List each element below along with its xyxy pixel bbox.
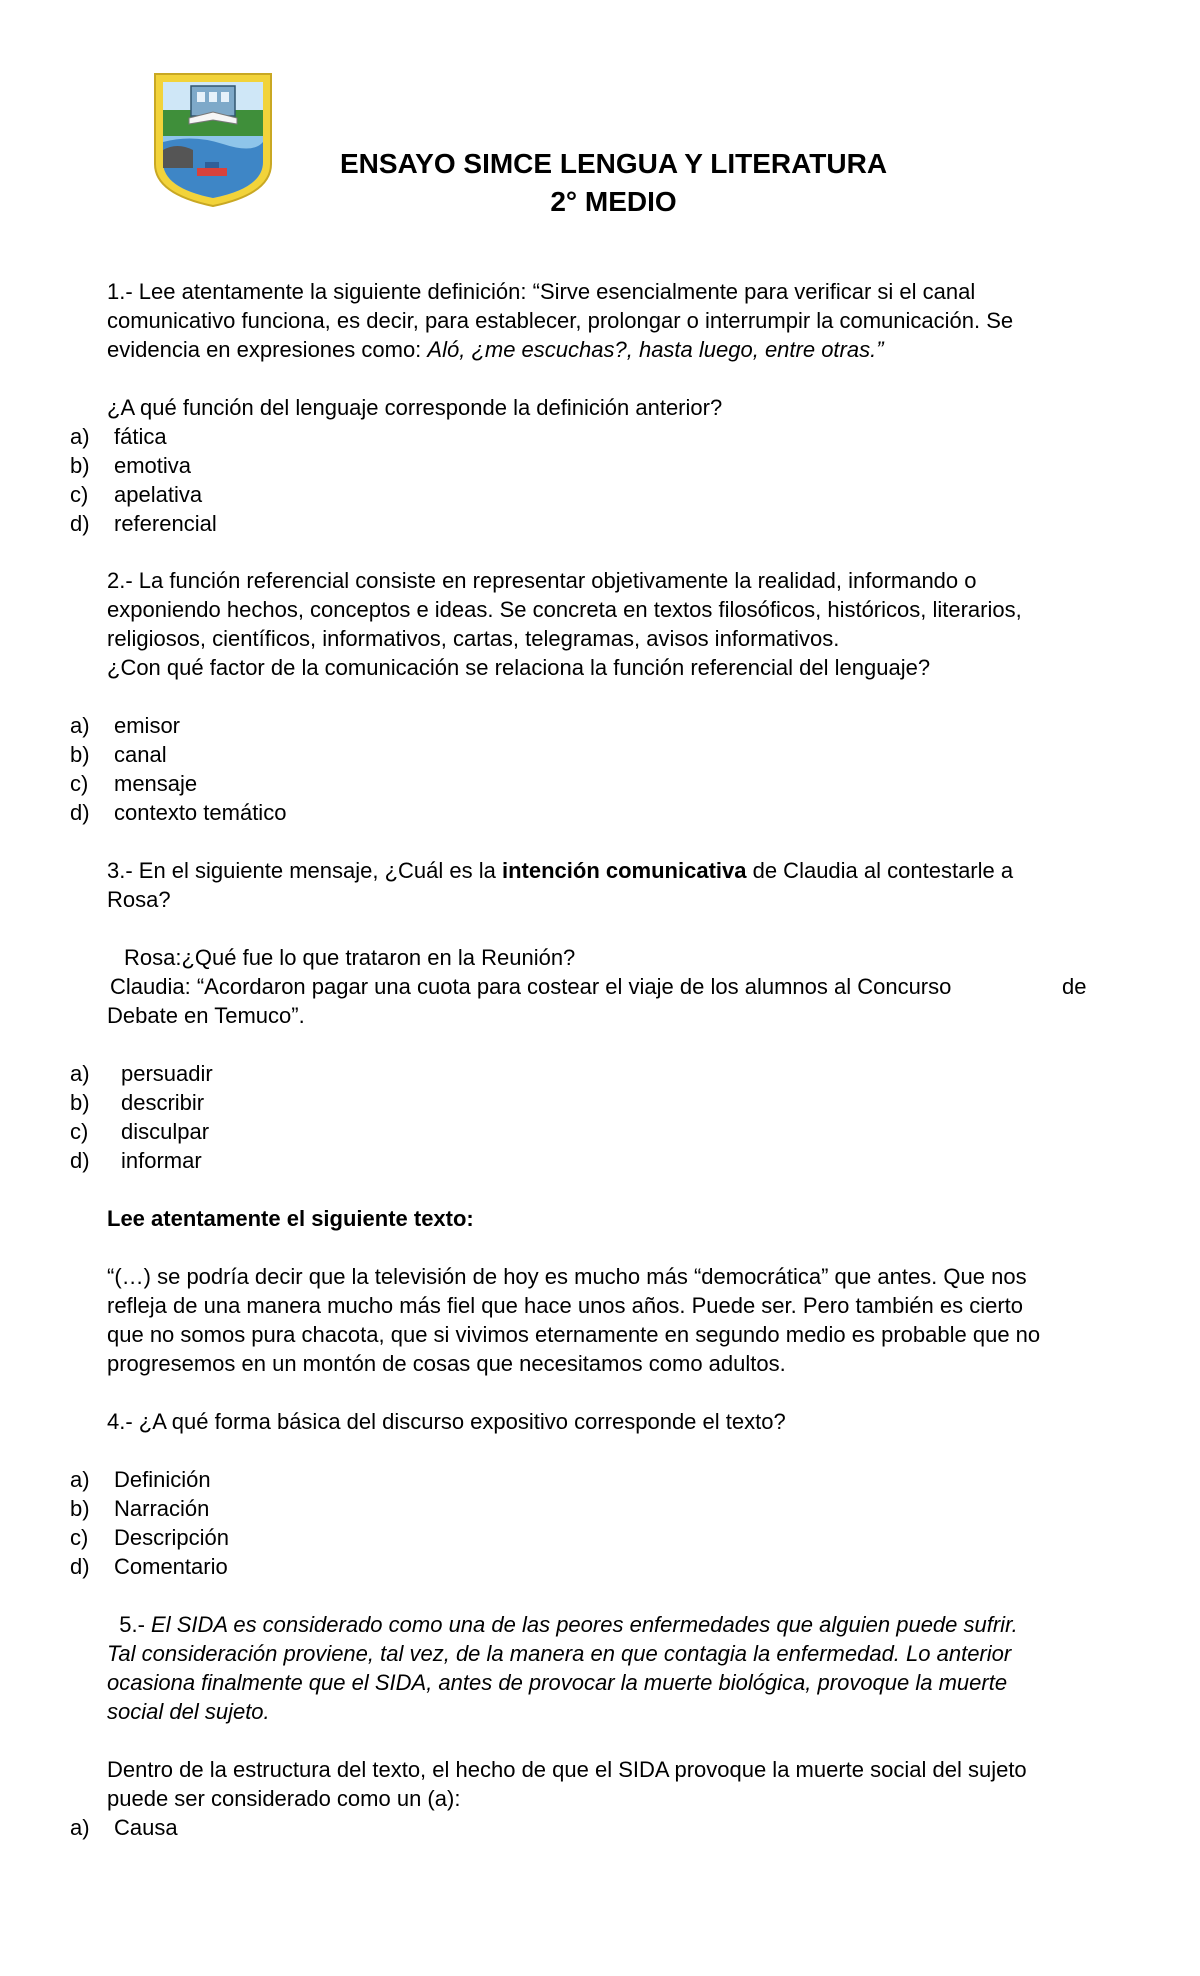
option-letter: c)	[70, 1119, 89, 1144]
q3-option	[70, 1117, 670, 1146]
q4-option	[70, 1465, 670, 1494]
option-text: informar	[121, 1148, 202, 1173]
q3-line	[107, 856, 1112, 885]
option-letter: c)	[70, 482, 89, 507]
q1-line3-text: evidencia en expresiones como:	[107, 337, 428, 362]
option-text: Definición	[114, 1467, 211, 1492]
exam-grade: 2° MEDIO	[550, 186, 677, 217]
q3-option	[70, 1146, 670, 1175]
q5-option	[70, 1813, 670, 1842]
q4-option	[70, 1494, 670, 1523]
q2-question: ¿Con qué factor de la comunicación se relaciona la función referencial del lenguaje?	[107, 655, 931, 680]
q2-option	[70, 798, 670, 827]
option-text: persuadir	[121, 1061, 213, 1086]
q3-line1-bold: intención comunicativa	[501, 858, 747, 883]
q4-option	[70, 1523, 670, 1552]
option-letter: a)	[70, 1815, 90, 1840]
option-text: disculpar	[121, 1119, 210, 1144]
option-letter: b)	[70, 453, 90, 478]
dialog-claudia: Debate en Temuco”.	[107, 1003, 305, 1028]
option-letter: b)	[70, 1496, 90, 1521]
q3-line1-text: 3.- En el siguiente mensaje, ¿Cuál es la	[107, 858, 502, 883]
q2-line: exponiendo hechos, conceptos e ideas. Se concreta en textos filosóficos, históricos, literarios,	[107, 597, 1022, 622]
q1-line	[107, 335, 1112, 364]
q1-question: ¿A qué función del lenguaje corresponde la definición anterior?	[107, 395, 723, 420]
reading-line: refleja de una manera mucho más fiel que hace unos años. Puede ser. Pero también es cierto	[107, 1293, 1023, 1318]
q2-option	[70, 711, 670, 740]
q1-line: comunicativo funciona, es decir, para establecer, prolongar o interrumpir la comunicación. Se	[107, 308, 1014, 333]
option-letter: a)	[70, 1467, 90, 1492]
option-letter: d)	[70, 511, 90, 536]
q5-line: social del sujeto.	[107, 1699, 270, 1724]
q2-option	[70, 769, 670, 798]
q1-option	[70, 451, 670, 480]
option-letter: d)	[70, 1148, 90, 1173]
q1-option	[70, 480, 670, 509]
option-letter: b)	[70, 1090, 90, 1115]
q5-prompt: puede ser considerado como un (a):	[107, 1786, 461, 1811]
q1-line3-italic: Aló, ¿me escuchas?, hasta luego, entre otras.”	[427, 337, 884, 362]
option-letter: a)	[70, 1061, 90, 1086]
q3-option	[70, 1088, 670, 1117]
option-text: Causa	[114, 1815, 178, 1840]
q3-line: Rosa?	[107, 887, 171, 912]
reading-line: que no somos pura chacota, que si vivimos eternamente en segundo medio es probable que no	[107, 1322, 1041, 1347]
q5-line: Tal consideración proviene, tal vez, de la manera en que contagia la enfermedad. Lo anterior	[107, 1641, 1012, 1666]
option-letter: a)	[70, 424, 90, 449]
q5-line	[107, 1610, 1112, 1639]
reading-line: progresemos en un montón de cosas que necesitamos como adultos.	[107, 1351, 786, 1376]
dialog-rosa: Rosa:¿Qué fue lo que trataron en la Reunión?	[124, 945, 576, 970]
q2-line: religiosos, científicos, informativos, cartas, telegramas, avisos informativos.	[107, 626, 840, 651]
q5-number: 5.-	[107, 1612, 152, 1637]
q4-option	[70, 1552, 670, 1581]
option-text: Narración	[114, 1496, 210, 1521]
option-letter: d)	[70, 1554, 90, 1579]
option-letter: b)	[70, 742, 90, 767]
option-letter: c)	[70, 771, 89, 796]
option-text: Comentario	[114, 1554, 228, 1579]
option-text: fática	[114, 424, 167, 449]
option-letter: d)	[70, 800, 90, 825]
reading-line: “(…) se podría decir que la televisión de hoy es mucho más “democrática” que antes. Que nos	[107, 1264, 1027, 1289]
q3-option	[70, 1059, 670, 1088]
option-text: contexto temático	[114, 800, 287, 825]
dialog-claudia: Claudia: “Acordaron pagar una cuota para costear el viaje de los alumnos al Concurso	[110, 974, 952, 999]
q1-option	[70, 422, 670, 451]
q3-line1-suffix: de Claudia al contestarle a	[746, 858, 1014, 883]
option-letter: c)	[70, 1525, 89, 1550]
option-text: canal	[114, 742, 167, 767]
q2-line: 2.- La función referencial consiste en representar objetivamente la realidad, informando o	[107, 568, 977, 593]
reading-heading: Lee atentamente el siguiente texto:	[107, 1206, 474, 1231]
option-text: describir	[121, 1090, 205, 1115]
option-text: mensaje	[114, 771, 198, 796]
option-text: emotiva	[114, 453, 192, 478]
option-text: apelativa	[114, 482, 203, 507]
option-letter: a)	[70, 713, 90, 738]
q5-prompt: Dentro de la estructura del texto, el hecho de que el SIDA provoque la muerte social del sujeto	[107, 1757, 1027, 1782]
exam-title: ENSAYO SIMCE LENGUA Y LITERATURA	[339, 148, 888, 179]
q5-line: ocasiona finalmente que el SIDA, antes de provocar la muerte biológica, provoque la muerte	[107, 1670, 1008, 1695]
q2-option	[70, 740, 670, 769]
dialog-claudia: de	[1062, 974, 1087, 999]
q1-line: 1.- Lee atentamente la siguiente definición: “Sirve esencialmente para verificar si el canal	[107, 279, 976, 304]
option-text: emisor	[114, 713, 181, 738]
q5-line1-italic: El SIDA es considerado como una de las peores enfermedades que alguien puede sufrir.	[151, 1612, 1018, 1637]
option-text: Descripción	[114, 1525, 229, 1550]
option-text: referencial	[114, 511, 217, 536]
q4-question: 4.- ¿A qué forma básica del discurso expositivo corresponde el texto?	[107, 1409, 786, 1434]
q1-option	[70, 509, 670, 538]
